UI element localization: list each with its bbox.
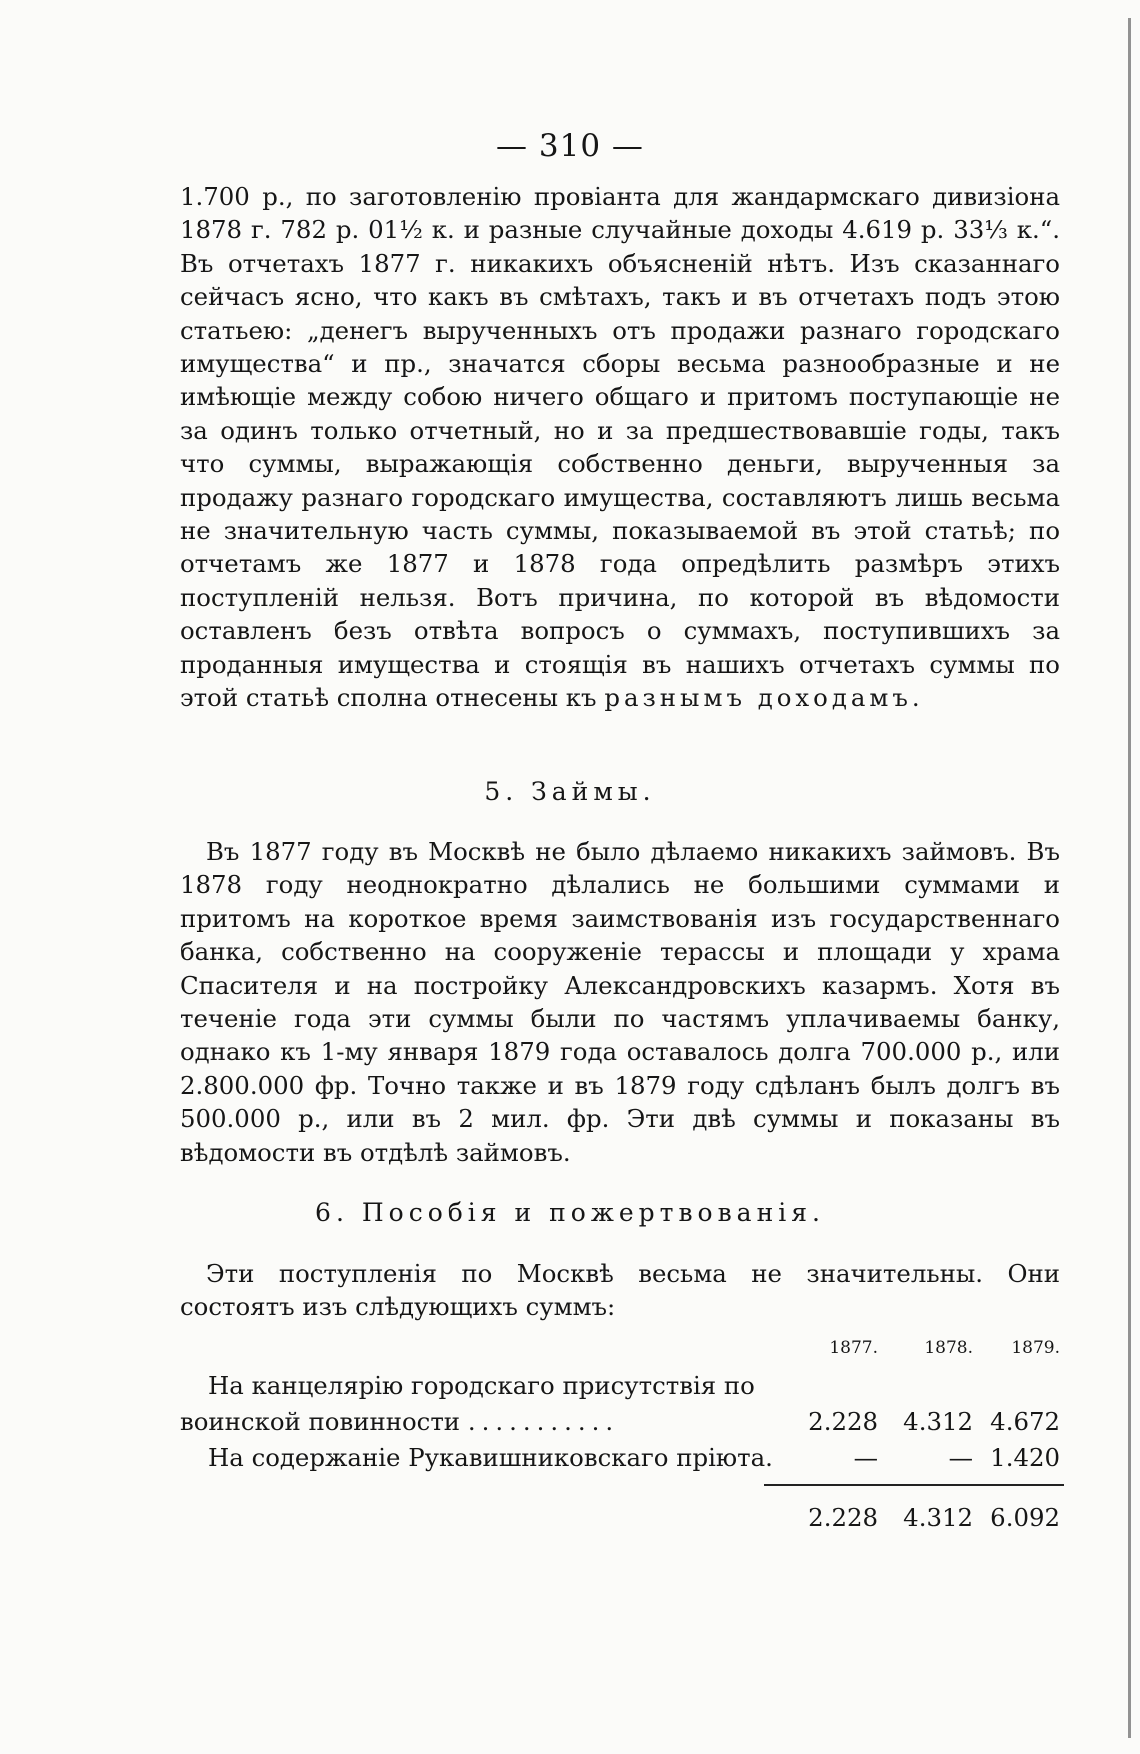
row-1-label-line-2 <box>180 1404 619 1440</box>
section-4-paragraph: 1.700 р., по заготовленію провіанта для жандармскаго дивизіона 1878 г. 782 р. 01½ к. и разные случайные доходы 4.619 р. 33⅓ к.“. Въ отчетахъ 1877 г. никакихъ объясненій нѣтъ. Изъ сказаннаго сейчасъ ясно, что какъ въ смѣтахъ, такъ и въ отчетахъ подъ этою статьею: „денегъ вырученныхъ отъ продажи разнаго городскаго имущества“ и пр., значатся сборы весьма разнообразные и не имѣющіе между собою ничего общаго и притомъ поступающіе не за одинъ только отчетный, но и за предшествовавшіе годы, такъ что суммы, выражающія собственно деньги, вырученныя за продажу разнаго городскаго имущества, составляютъ лишь весьма не значительную часть суммы, показываемой въ этой статьѣ; по отчетамъ же 1877 и 1878 года опредѣлить размѣръ этихъ поступленій нельзя. Вотъ причина, по которой въ вѣдомости оставленъ безъ отвѣта вопросъ о суммахъ, поступившихъ за проданныя имущества и стоящія въ нашихъ отчетахъ суммы по этой статьѣ сполна отнесены къ <box>180 182 1060 713</box>
row-1-value-1878: 4.312 <box>903 1407 973 1436</box>
page-number: — 310 — <box>496 128 644 164</box>
allowances-table <box>180 1338 1060 1532</box>
total-1879: 6.092 <box>990 1503 1060 1532</box>
section-6-body <box>180 1257 1060 1324</box>
section-5-body <box>180 835 1060 1169</box>
year-1879: 1879. <box>1011 1338 1060 1358</box>
total-1877: 2.228 <box>808 1503 878 1532</box>
section-5-heading: 5. Займы. <box>484 777 656 806</box>
table-header-years <box>180 1338 1060 1368</box>
row-2-label: На содержаніе Рукавишниковскаго пріюта. <box>208 1443 773 1472</box>
table-totals-row <box>180 1500 1060 1536</box>
section-4-spaced-ending: разнымъ доходамъ. <box>604 683 924 713</box>
row-1-value-1879: 4.672 <box>990 1407 1060 1436</box>
row-1-leader-dots: ........... <box>467 1407 620 1436</box>
row-2-value-1879: 1.420 <box>990 1443 1060 1472</box>
totals-rule <box>764 1484 1064 1486</box>
row-2-value-1878: — <box>948 1443 973 1472</box>
year-1877: 1877. <box>829 1338 878 1358</box>
page-edge-shadow <box>1128 18 1131 1738</box>
row-1-label-text: воинской повинности <box>180 1407 461 1436</box>
table-row <box>180 1404 1060 1440</box>
year-1878: 1878. <box>924 1338 973 1358</box>
section-5-paragraph: Въ 1877 году въ Москвѣ не было дѣлаемо никакихъ займовъ. Въ 1878 году неоднократно дѣлались не большими суммами и притомъ на короткое время заимствованія изъ государственнаго банка, собственно на сооруженіе терассы и площади у храма Спасителя и на постройку Александровскихъ казармъ. Хотя въ теченіе года эти суммы были по частямъ уплачиваемы банку, однако къ 1-му января 1879 года оставалось долга 700.000 р., или 2.800.000 фр. Точно также и въ 1879 году сдѣланъ былъ долгъ въ 500.000 р., или въ 2 мил. фр. Эти двѣ суммы и показаны въ вѣдомости въ отдѣлѣ займовъ. <box>180 837 1060 1167</box>
row-1-value-1877: 2.228 <box>808 1407 878 1436</box>
table-row <box>180 1440 1060 1476</box>
section-6-paragraph: Эти поступленія по Москвѣ весьма не значительны. Они состоятъ изъ слѣдующихъ суммъ: <box>180 1259 1060 1322</box>
section-6-heading: 6. Пособія и пожертвованія. <box>315 1198 825 1227</box>
table-row <box>180 1368 1060 1404</box>
total-1878: 4.312 <box>903 1503 973 1532</box>
row-1-label-line-1: На канцелярію городскаго присутствія по <box>208 1371 755 1400</box>
section-4-continuation <box>180 180 1060 715</box>
row-2-value-1877: — <box>853 1443 878 1472</box>
